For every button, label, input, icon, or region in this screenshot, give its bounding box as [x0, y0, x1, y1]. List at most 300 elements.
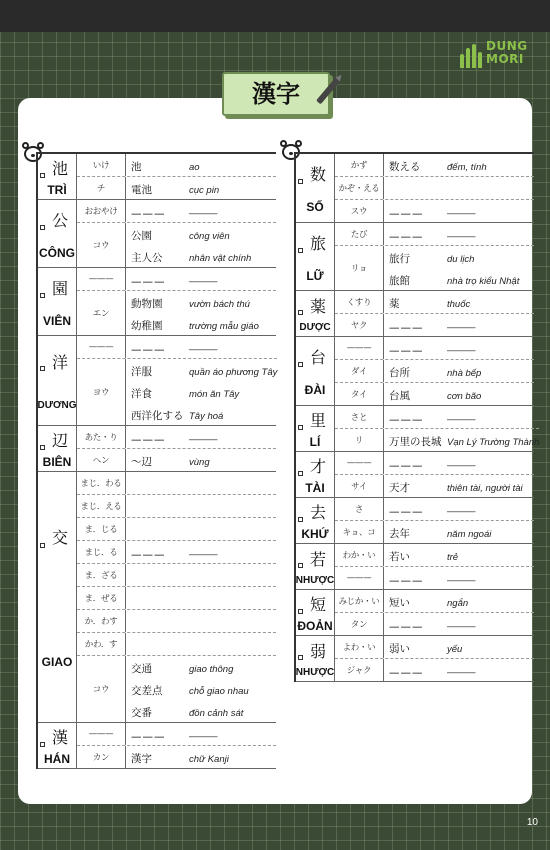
vocab-meaning: ngắn	[447, 598, 469, 609]
vocab-item	[126, 723, 276, 745]
reading-row	[77, 610, 276, 633]
kanji-char: 辺	[51, 431, 68, 450]
kanji-entry	[296, 223, 534, 291]
kanji-char: 園	[51, 278, 68, 298]
vocab-item	[384, 177, 534, 199]
vocab-list	[384, 429, 539, 451]
checkbox-icon	[298, 248, 303, 253]
vocab-item	[126, 177, 276, 199]
vocab-meaning	[189, 652, 276, 655]
sino-vietnamese-reading: ĐÀI	[304, 383, 326, 398]
vocab-list	[126, 268, 276, 290]
vocab-item	[126, 633, 276, 655]
reading-text: まじ．える	[77, 495, 126, 517]
vocab-item	[384, 659, 534, 681]
vocab-word: ———	[389, 460, 424, 472]
sino-vietnamese-reading: NHƯỢC	[295, 575, 335, 587]
vocab-list	[384, 475, 534, 497]
vocab-word: 天才	[389, 482, 410, 494]
reading-text: サイ	[335, 475, 384, 497]
vocab-list	[384, 246, 534, 290]
vocab-meaning: chữ Kanji	[189, 754, 229, 765]
reading-text: ま．ぜる	[77, 587, 126, 609]
vocab-word: 電池	[131, 184, 152, 196]
kanji-entry	[296, 406, 540, 452]
vocab-word: ———	[131, 434, 166, 446]
kanji-char: 交	[51, 528, 68, 548]
brand-logo	[460, 40, 542, 74]
reading-row	[335, 452, 534, 475]
reading-row	[335, 590, 534, 613]
vocab-word: 主人公	[131, 252, 163, 264]
reading-text: タン	[335, 613, 384, 635]
sino-vietnamese-reading: DƯỢC	[299, 322, 331, 334]
vocab-word: 台風	[389, 390, 410, 402]
reading-row	[77, 223, 276, 267]
vocab-meaning: ———	[447, 460, 476, 471]
vocab-list	[126, 495, 276, 517]
vocab-list	[384, 544, 534, 566]
kanji-entry	[38, 336, 276, 426]
vocab-item	[384, 636, 534, 658]
vocab-meaning: ———	[447, 231, 476, 242]
vocab-item	[384, 291, 534, 313]
vocab-item	[126, 313, 276, 335]
reading-rows	[77, 200, 276, 267]
reading-rows	[335, 154, 534, 222]
kanji-char: 漢	[51, 728, 68, 747]
vocab-meaning: ———	[447, 621, 476, 632]
vocab-meaning: đồn cảnh sát	[189, 708, 244, 719]
vocab-meaning: du lịch	[447, 254, 475, 265]
page-title: 漢字	[252, 79, 300, 108]
reading-text: スウ	[335, 200, 384, 222]
reading-row	[77, 746, 276, 768]
vocab-meaning: ———	[447, 414, 476, 425]
vocab-item	[384, 613, 534, 635]
vocab-item	[126, 291, 276, 313]
checkbox-icon	[40, 293, 45, 298]
reading-row	[335, 659, 534, 681]
vocab-item	[384, 383, 534, 405]
vocab-word: 若い	[389, 551, 410, 563]
vocab-word: ———	[389, 345, 424, 357]
vocab-word: 数える	[389, 161, 421, 173]
vocab-meaning	[189, 537, 276, 540]
reading-row	[335, 383, 534, 405]
reading-text: おおやけ	[77, 200, 126, 222]
vocab-word: ———	[389, 208, 424, 220]
vocab-list	[384, 406, 539, 428]
reading-text: くすり	[335, 291, 384, 313]
checkbox-icon	[298, 655, 303, 660]
reading-rows	[335, 590, 534, 635]
reading-row	[77, 472, 276, 495]
vocab-word: 交番	[131, 707, 152, 719]
reading-row	[335, 337, 534, 360]
reading-text: よわ・い	[335, 636, 384, 658]
checkbox-icon	[298, 179, 303, 184]
reading-row	[335, 314, 534, 336]
vocab-word: 〜辺	[131, 456, 152, 468]
vocab-meaning: ———	[189, 208, 218, 219]
reading-row	[77, 723, 276, 746]
reading-row	[77, 541, 276, 564]
kanji-cell	[38, 154, 77, 199]
page-number: 10	[526, 817, 538, 828]
vocab-meaning: ———	[447, 667, 476, 678]
checkbox-icon	[40, 543, 45, 548]
kanji-entry	[296, 291, 534, 337]
checkbox-icon	[40, 445, 45, 450]
vocab-meaning: cơn bão	[447, 391, 482, 402]
vocab-list	[384, 590, 534, 612]
reading-text: ———	[335, 567, 384, 589]
sino-vietnamese-reading: LÍ	[309, 435, 321, 449]
sino-vietnamese-reading: TÀI	[305, 481, 325, 495]
vocab-list	[384, 223, 534, 245]
vocab-word: 万里の長城	[389, 436, 442, 448]
reading-text: みじか・い	[335, 590, 384, 612]
vocab-item	[126, 700, 276, 722]
reading-row	[77, 359, 277, 425]
vocab-meaning: thiên tài, người tài	[447, 483, 523, 494]
reading-text: わか・い	[335, 544, 384, 566]
vocab-meaning: trường mẫu giáo	[189, 321, 259, 332]
top-bar	[0, 0, 550, 32]
vocab-word: 池	[131, 161, 142, 173]
vocab-item	[126, 403, 277, 425]
vocab-word: 交通	[131, 663, 152, 675]
vocab-list	[126, 223, 276, 267]
vocab-list	[126, 518, 276, 540]
vocab-meaning: nhân vật chính	[189, 253, 252, 264]
vocab-item	[126, 200, 276, 222]
kanji-entry	[296, 636, 534, 682]
checkbox-icon	[298, 471, 303, 476]
reading-text: カン	[77, 746, 126, 768]
vocab-word: 旅行	[389, 253, 410, 265]
vocab-word	[384, 197, 447, 199]
reading-rows	[335, 406, 539, 451]
vocab-meaning: Vạn Lý Trường Thành	[447, 437, 540, 448]
reading-rows	[335, 498, 534, 543]
vocab-word: 薬	[389, 298, 400, 310]
vocab-item	[384, 268, 534, 290]
checkbox-icon	[298, 425, 303, 430]
vocab-word: ———	[131, 731, 166, 743]
kanji-char: 洋	[51, 352, 68, 372]
vocab-list	[126, 336, 277, 358]
sino-vietnamese-reading: LỮ	[306, 268, 324, 283]
vocab-meaning: đếm, tính	[447, 162, 487, 173]
vocab-word	[126, 653, 189, 655]
vocab-meaning: ———	[189, 344, 218, 355]
vocab-item	[126, 564, 276, 586]
reading-row	[335, 567, 534, 589]
reading-row	[77, 449, 276, 471]
vocab-meaning: vùng	[189, 457, 210, 468]
vocab-item	[126, 245, 276, 267]
checkbox-icon	[40, 173, 45, 178]
vocab-list	[384, 360, 534, 382]
vocab-item	[126, 610, 276, 632]
vocab-meaning: chỗ giao nhau	[189, 686, 249, 697]
reading-row	[77, 587, 276, 610]
vocab-meaning: ———	[447, 575, 476, 586]
vocab-meaning	[189, 629, 276, 632]
kanji-char: 若	[309, 549, 326, 569]
vocab-list	[126, 177, 276, 199]
reading-text: あた・り	[77, 426, 126, 448]
reading-rows	[77, 426, 276, 471]
vocab-list	[126, 564, 276, 586]
reading-row	[335, 636, 534, 659]
reading-text: ま．ざる	[77, 564, 126, 586]
kanji-cell	[38, 200, 77, 267]
vocab-word: 漢字	[131, 753, 152, 765]
vocab-meaning: ———	[189, 549, 218, 560]
kanji-entry	[38, 200, 276, 268]
vocab-list	[384, 613, 534, 635]
vocab-item	[384, 521, 534, 543]
reading-text: まじ．わる	[77, 472, 126, 494]
sino-vietnamese-reading: BIÊN	[42, 455, 72, 469]
kanji-cell	[296, 636, 335, 681]
vocab-item	[384, 314, 534, 336]
vocab-list	[126, 746, 276, 768]
checkbox-icon	[40, 742, 45, 747]
sino-vietnamese-reading: GIAO	[41, 654, 73, 669]
vocab-list	[126, 587, 276, 609]
vocab-item	[384, 337, 534, 359]
reading-rows	[77, 336, 277, 425]
vocab-list	[126, 154, 276, 176]
vocab-word: 台所	[389, 367, 410, 379]
reading-rows	[335, 636, 534, 681]
reading-row	[77, 336, 277, 359]
kanji-char: 公	[51, 210, 68, 230]
vocab-word: 幼稚園	[131, 320, 163, 332]
kanji-cell	[296, 337, 335, 405]
kanji-cell	[296, 154, 335, 222]
reading-row	[335, 200, 534, 222]
kanji-cell	[296, 498, 335, 543]
kanji-char: 弱	[309, 641, 326, 661]
vocab-item	[126, 268, 276, 290]
reading-text: かず	[335, 154, 384, 176]
vocab-meaning	[189, 491, 276, 494]
kanji-char: 数	[309, 164, 326, 184]
reading-text: ダイ	[335, 360, 384, 382]
sino-vietnamese-reading: HÁN	[44, 752, 70, 766]
kanji-entry	[296, 498, 534, 544]
kanji-entry	[296, 544, 534, 590]
vocab-item	[126, 746, 276, 768]
reading-text: ま．じる	[77, 518, 126, 540]
vocab-meaning: ———	[447, 322, 476, 333]
vocab-list	[384, 291, 534, 313]
reading-row	[335, 475, 534, 497]
reading-row	[77, 656, 276, 722]
kanji-cell	[296, 544, 335, 589]
vocab-list	[384, 521, 534, 543]
vocab-list	[384, 636, 534, 658]
vocab-item	[126, 359, 277, 381]
vocab-item	[126, 656, 276, 678]
vocab-list	[126, 541, 276, 563]
vocab-word	[126, 607, 189, 609]
vocab-item	[384, 154, 534, 176]
vocab-word: ———	[389, 506, 424, 518]
vocab-meaning: trẻ	[447, 552, 459, 563]
kanji-cell	[38, 472, 77, 722]
reading-rows	[77, 472, 276, 722]
reading-text: ジャク	[335, 659, 384, 681]
vocab-item	[384, 544, 534, 566]
kanji-char: 池	[51, 159, 68, 178]
sino-vietnamese-reading: VIÊN	[42, 313, 71, 328]
reading-text: いけ	[77, 154, 126, 176]
vocab-meaning: cục pin	[189, 185, 220, 196]
kanji-entry	[38, 268, 276, 336]
reading-row	[77, 518, 276, 541]
vocab-meaning: món ăn Tây	[189, 389, 240, 400]
reading-rows	[77, 154, 276, 199]
reading-text: さと	[335, 406, 384, 428]
vocab-word	[126, 515, 189, 517]
vocab-item	[384, 567, 534, 589]
reading-text: ———	[77, 723, 126, 745]
vocab-item	[126, 472, 276, 494]
kanji-char: 台	[309, 347, 326, 367]
reading-text: ———	[335, 452, 384, 474]
vocab-list	[384, 154, 534, 176]
kanji-entry	[38, 426, 276, 472]
reading-text: エン	[77, 291, 126, 335]
kanji-entry	[38, 723, 276, 769]
vocab-item	[126, 223, 276, 245]
kanji-char: 去	[309, 503, 326, 522]
kanji-entry	[38, 154, 276, 200]
vocab-word	[126, 630, 189, 632]
kanji-entry	[296, 452, 534, 498]
kanji-cell	[38, 723, 77, 768]
vocab-meaning	[189, 606, 276, 609]
vocab-item	[126, 336, 277, 358]
vocab-word: ———	[389, 231, 424, 243]
vocab-list	[126, 610, 276, 632]
checkbox-icon	[298, 517, 303, 522]
vocab-list	[126, 359, 277, 425]
vocab-item	[126, 518, 276, 540]
kanji-cell	[296, 452, 335, 497]
kanji-cell	[296, 406, 335, 451]
vocab-list	[126, 291, 276, 335]
vocab-word: ———	[389, 667, 424, 679]
vocab-item	[126, 587, 276, 609]
reading-text: さ	[335, 498, 384, 520]
reading-text: ヤク	[335, 314, 384, 336]
reading-text: まじ．る	[77, 541, 126, 563]
vocab-list	[384, 314, 534, 336]
vocab-word: ———	[389, 414, 424, 426]
vocab-word: 弱い	[389, 643, 410, 655]
vocab-list	[384, 177, 534, 199]
vocab-item	[384, 200, 534, 222]
reading-row	[77, 495, 276, 518]
vocab-meaning: nhà bếp	[447, 368, 482, 379]
vocab-word	[126, 584, 189, 586]
vocab-word: 洋食	[131, 388, 152, 400]
vocab-list	[384, 200, 534, 222]
reading-row	[77, 291, 276, 335]
kanji-char: 短	[309, 595, 326, 614]
sino-vietnamese-reading: SỐ	[306, 200, 324, 215]
vocab-word: 洋服	[131, 366, 152, 378]
vocab-item	[384, 590, 534, 612]
leaf-icon	[460, 42, 482, 68]
vocab-meaning: ———	[447, 506, 476, 517]
vocab-word: 公園	[131, 230, 152, 242]
vocab-meaning: thuốc	[447, 299, 471, 310]
vocab-item	[384, 429, 539, 451]
kanji-cell	[296, 590, 335, 635]
vocab-meaning: ———	[189, 276, 218, 287]
brand-line2: MORI	[486, 52, 524, 66]
vocab-word: 動物園	[131, 298, 163, 310]
reading-row	[335, 360, 534, 383]
reading-row	[77, 177, 276, 199]
vocab-word	[126, 538, 189, 540]
kanji-cell	[38, 336, 77, 425]
reading-row	[335, 154, 534, 177]
kanji-table-left	[36, 152, 276, 769]
vocab-item	[384, 498, 534, 520]
vocab-list	[384, 383, 534, 405]
vocab-item	[126, 426, 276, 448]
vocab-meaning: công viên	[189, 231, 230, 242]
kanji-char: 薬	[309, 296, 326, 316]
reading-text: ヘン	[77, 449, 126, 471]
sino-vietnamese-reading: TRÌ	[47, 183, 67, 197]
kanji-char: 旅	[309, 233, 326, 253]
vocab-list	[384, 498, 534, 520]
vocab-list	[126, 200, 276, 222]
vocab-word: ———	[131, 549, 166, 561]
reading-text: キョ、コ	[335, 521, 384, 543]
reading-text: か．わす	[77, 610, 126, 632]
vocab-word: ———	[389, 322, 424, 334]
vocab-item	[126, 381, 277, 403]
reading-row	[335, 521, 534, 543]
reading-row	[77, 200, 276, 223]
vocab-list	[126, 723, 276, 745]
kanji-cell	[38, 268, 77, 335]
kanji-cell	[38, 426, 77, 471]
vocab-item	[384, 475, 534, 497]
vocab-word: ———	[131, 276, 166, 288]
reading-text: ヨウ	[77, 359, 126, 425]
reading-row	[77, 633, 276, 656]
vocab-meaning: năm ngoái	[447, 529, 492, 540]
vocab-list	[384, 452, 534, 474]
reading-text: ———	[77, 336, 126, 358]
vocab-item	[384, 360, 534, 382]
reading-row	[77, 154, 276, 177]
reading-text: かぞ・える	[335, 177, 384, 199]
reading-text: ———	[335, 337, 384, 359]
